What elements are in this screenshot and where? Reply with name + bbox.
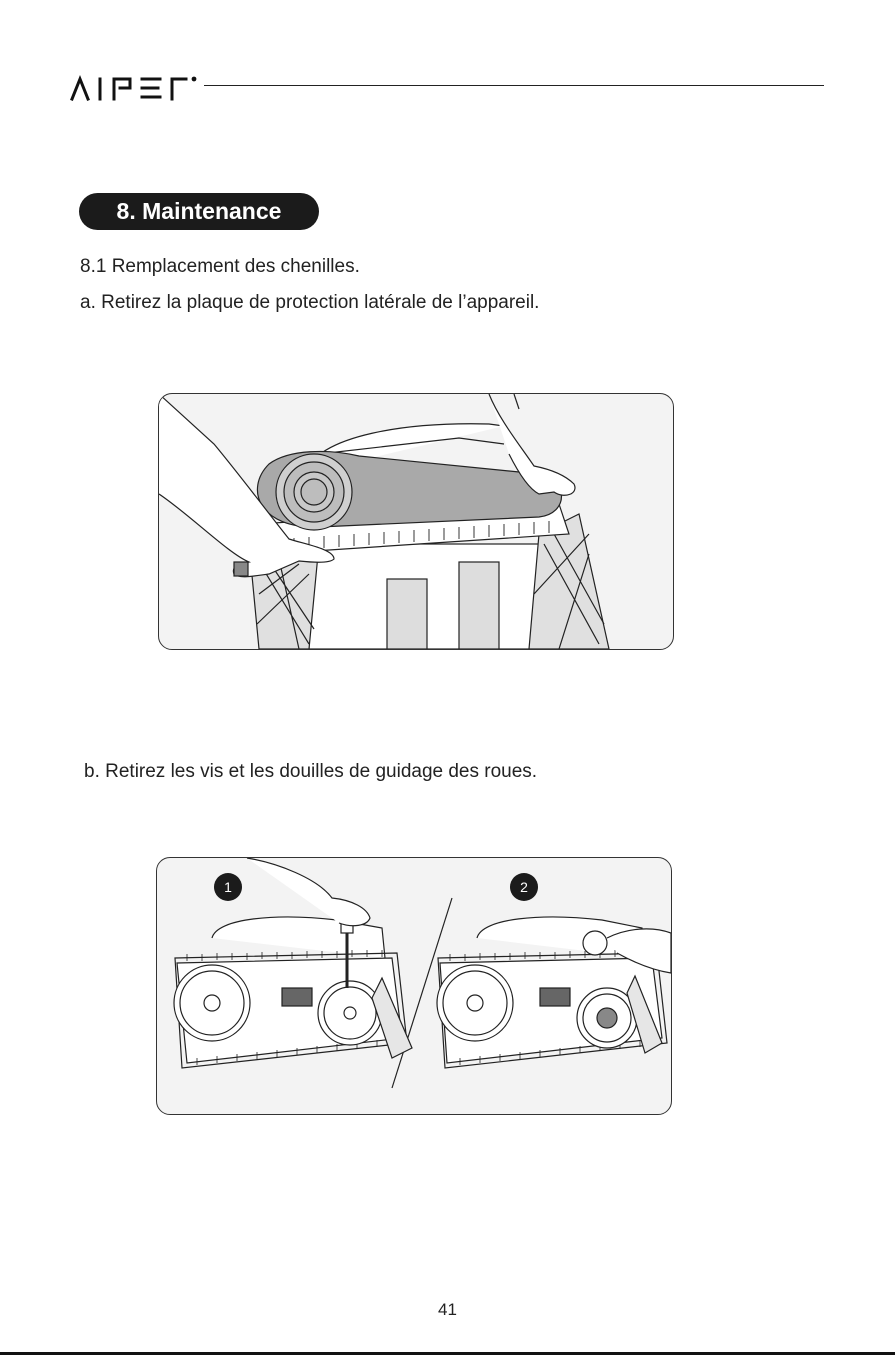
step-b-text: b. Retirez les vis et les douilles de guidage des roues. [84, 761, 538, 782]
header-rule [204, 85, 824, 86]
page-number: 41 [438, 1300, 457, 1319]
side-plate-removal-illustration [158, 393, 674, 650]
step-badge-1: 1 [214, 873, 242, 901]
aiper-logo [68, 66, 198, 106]
step-badge-2: 2 [510, 873, 538, 901]
section-title: 8. Maintenance [79, 193, 319, 230]
subsection-title: 8.1 Remplacement des chenilles. [80, 256, 360, 277]
step-a-text: a. Retirez la plaque de protection latérale de l’appareil. [80, 292, 540, 313]
